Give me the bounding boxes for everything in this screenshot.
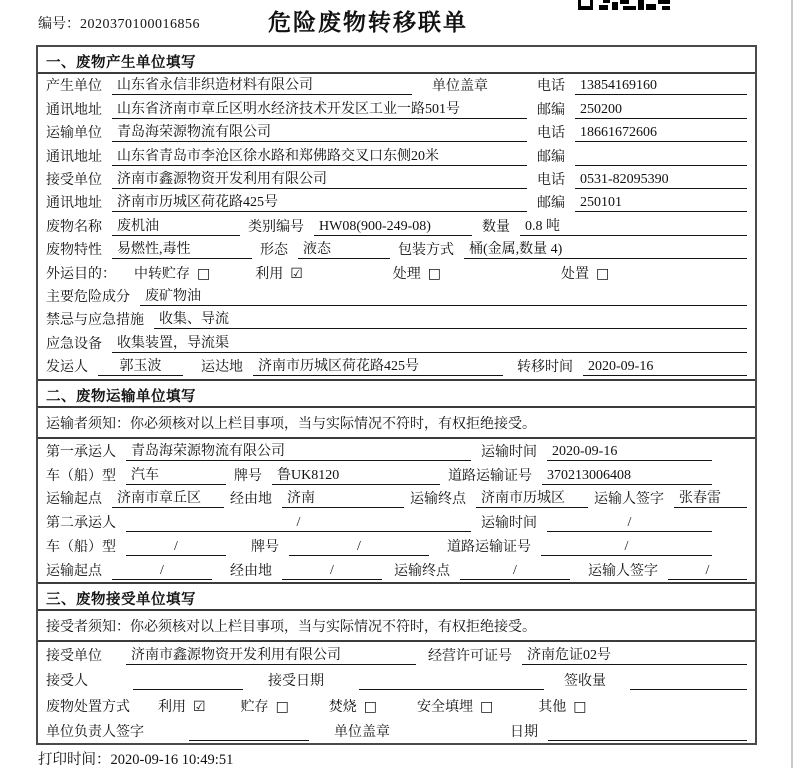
hazard-component-label: 主要危险成分 bbox=[46, 289, 130, 305]
second-carrier-label: 第二承运人 bbox=[46, 516, 116, 532]
section-transporter bbox=[38, 381, 755, 584]
transporter-address-row bbox=[38, 144, 755, 167]
waste-name-label: 废物名称 bbox=[46, 219, 102, 235]
route2-row bbox=[38, 558, 755, 582]
road-license1-value: 370213006408 bbox=[542, 468, 712, 485]
dispose-checkbox-icon: □ bbox=[596, 266, 610, 283]
receiver-unit-row bbox=[38, 168, 755, 191]
transporter-phone-label: 电话 bbox=[537, 126, 565, 142]
acceptor-row bbox=[38, 667, 755, 692]
transporter-phone-value: 18661672606 bbox=[575, 125, 747, 142]
accept-date-label: 接受日期 bbox=[268, 674, 324, 690]
disposal-landfill-checkbox-icon: □ bbox=[480, 699, 494, 716]
sign2-label: 运输人签字 bbox=[588, 563, 658, 579]
first-carrier-label: 第一承运人 bbox=[46, 444, 116, 460]
emergency-equipment-label: 应急设备 bbox=[46, 336, 102, 352]
road-license1-label: 道路运输证号 bbox=[448, 468, 532, 484]
purpose-option-transfer-storage: 中转贮存 □ bbox=[134, 266, 211, 283]
form-title: 危险废物转移联单 bbox=[268, 10, 468, 35]
serial-label: 编号： bbox=[38, 17, 80, 32]
qr-code-icon bbox=[578, 0, 672, 10]
road-license2-label: 道路运输证号 bbox=[447, 539, 531, 555]
treat-checkbox-icon: □ bbox=[427, 266, 442, 283]
route1-row bbox=[38, 487, 755, 511]
section3-header: 三、废物接受单位填写 bbox=[38, 584, 755, 611]
operating-license-value: 济南危证02号 bbox=[522, 644, 747, 665]
producer-unit-label: 产生单位 bbox=[46, 79, 102, 95]
taboo-measures-row bbox=[38, 308, 755, 331]
section-producer bbox=[38, 47, 755, 381]
disposal-option-landfill: 安全填埋 □ bbox=[417, 699, 494, 716]
operating-license-label: 经营许可证号 bbox=[428, 649, 512, 665]
producer-zip-value: 250200 bbox=[575, 102, 747, 119]
purpose-option-dispose: 处置 □ bbox=[561, 266, 610, 283]
form-body bbox=[36, 45, 757, 745]
destination-label: 运达地 bbox=[201, 360, 243, 376]
disposal-incinerate-checkbox-icon: □ bbox=[363, 699, 378, 716]
transporter-address-value: 山东省青岛市李沧区徐水路和郑佛路交叉口东侧20米 bbox=[112, 145, 527, 166]
receiver-unit-label: 接受单位 bbox=[46, 172, 102, 188]
disposal-option-incinerate: 焚烧 □ bbox=[328, 699, 378, 716]
receiver-notice-text: 你必须核对以上栏目事项，当与实际情况不符时，有权拒绝接受。 bbox=[130, 619, 536, 635]
transporter-unit-value: 青岛海荣源物流有限公司 bbox=[112, 121, 527, 142]
waste-name-row bbox=[38, 214, 755, 237]
transporter-notice-label: 运输者须知： bbox=[46, 416, 130, 432]
producer-address-label: 通讯地址 bbox=[46, 102, 102, 118]
purpose-label: 外运目的： bbox=[46, 266, 116, 282]
end2-value: / bbox=[460, 563, 570, 580]
transporter-notice-row bbox=[38, 408, 755, 439]
transport-time2-value: / bbox=[547, 515, 712, 532]
waste-property-row bbox=[38, 238, 755, 261]
end2-label: 运输终点 bbox=[394, 563, 450, 579]
sign1-value: 张春雷 bbox=[674, 487, 747, 508]
disposal-option-utilize: 利用 ☑ bbox=[158, 699, 206, 716]
vehicle2-row bbox=[38, 534, 755, 558]
plate2-label: 牌号 bbox=[251, 539, 279, 555]
hazard-component-row bbox=[38, 285, 755, 308]
end1-label: 运输终点 bbox=[410, 492, 466, 508]
receiver-address-value: 济南市历城区荷花路425号 bbox=[112, 191, 527, 212]
shipper-label: 发运人 bbox=[46, 360, 88, 376]
transporter-zip-value bbox=[575, 149, 747, 166]
waste-name-value: 废机油 bbox=[112, 215, 240, 236]
road-license2-value: / bbox=[541, 539, 712, 556]
transporter-address-label: 通讯地址 bbox=[46, 149, 102, 165]
receiver-notice-row bbox=[38, 611, 755, 642]
receiver-address-row bbox=[38, 191, 755, 214]
origin2-value: / bbox=[112, 563, 212, 580]
plate1-label: 牌号 bbox=[234, 468, 262, 484]
plate1-value: 鲁UK8120 bbox=[272, 464, 440, 485]
unit-seal-label: 单位盖章 bbox=[432, 79, 488, 95]
taboo-measures-label: 禁忌与应急措施 bbox=[46, 313, 144, 329]
transfer-time-value: 2020-09-16 bbox=[583, 359, 747, 376]
serial-number: 2020370100016856 bbox=[80, 17, 200, 32]
emergency-equipment-value: 收集装置，导流渠 bbox=[112, 332, 747, 353]
receiver-phone-label: 电话 bbox=[537, 172, 565, 188]
transfer-time-label: 转移时间 bbox=[517, 360, 573, 376]
date-value bbox=[548, 724, 747, 741]
second-carrier-value: / bbox=[126, 515, 471, 532]
transport-time2-label: 运输时间 bbox=[481, 516, 537, 532]
receiver-zip-label: 邮编 bbox=[537, 196, 565, 212]
acceptor-label: 接受人 bbox=[46, 674, 88, 690]
plate2-value: / bbox=[289, 539, 429, 556]
transporter-zip-label: 邮编 bbox=[537, 149, 565, 165]
producer-phone-value: 13854169160 bbox=[575, 78, 747, 95]
origin1-label: 运输起点 bbox=[46, 492, 102, 508]
section2-header: 二、废物运输单位填写 bbox=[38, 381, 755, 408]
origin1-value: 济南市章丘区 bbox=[112, 487, 224, 508]
producer-address-row bbox=[38, 97, 755, 120]
transporter-notice-text: 你必须核对以上栏目事项，当与实际情况不符时，有权拒绝接受。 bbox=[130, 416, 536, 432]
packing-value: 桶(金属,数量 4) bbox=[464, 238, 747, 259]
sign2-value: / bbox=[668, 563, 747, 580]
disposal-method-label: 废物处置方式 bbox=[46, 699, 130, 715]
first-carrier-value: 青岛海荣源物流有限公司 bbox=[126, 440, 471, 461]
utilize-checkbox-icon: ☑ bbox=[290, 266, 303, 283]
disposal-other-checkbox-icon: □ bbox=[573, 699, 587, 716]
purpose-row bbox=[38, 261, 755, 284]
sign1-label: 运输人签字 bbox=[594, 492, 664, 508]
disposal-option-storage: 贮存 □ bbox=[240, 699, 289, 716]
category-code-label: 类别编号 bbox=[248, 219, 304, 235]
responsible-signature-value bbox=[189, 724, 309, 741]
via1-label: 经由地 bbox=[230, 492, 272, 508]
page-edge-line bbox=[791, 0, 793, 768]
waste-property-label: 废物特性 bbox=[46, 243, 102, 259]
transporter-unit-label: 运输单位 bbox=[46, 126, 102, 142]
producer-unit-value: 山东省永信非织造材料有限公司 bbox=[112, 74, 412, 95]
transport-time1-label: 运输时间 bbox=[481, 444, 537, 460]
first-carrier-row bbox=[38, 439, 755, 463]
disposal-utilize-checkbox-icon: ☑ bbox=[193, 699, 206, 716]
via2-value: / bbox=[282, 563, 382, 580]
taboo-measures-value: 收集、导流 bbox=[154, 308, 747, 329]
responsible-signature-row bbox=[38, 718, 755, 743]
receiver-address-label: 通讯地址 bbox=[46, 196, 102, 212]
vehicle-type2-value: / bbox=[126, 539, 226, 556]
disposal-method-row bbox=[38, 692, 755, 717]
vehicle-type1-label: 车（船）型 bbox=[46, 468, 116, 484]
origin2-label: 运输起点 bbox=[46, 563, 102, 579]
accept-date-value bbox=[359, 673, 544, 690]
end1-value: 济南市历城区 bbox=[476, 487, 588, 508]
transporter-unit-row bbox=[38, 121, 755, 144]
accept-unit-label: 接受单位 bbox=[46, 649, 102, 665]
unit-seal2-label: 单位盖章 bbox=[334, 724, 390, 740]
accept-unit-row bbox=[38, 642, 755, 667]
producer-phone-label: 电话 bbox=[537, 79, 565, 95]
print-time-row bbox=[38, 748, 233, 768]
producer-zip-label: 邮编 bbox=[537, 102, 565, 118]
print-time-value: 2020-09-16 10:49:51 bbox=[110, 752, 234, 768]
accept-unit-value: 济南市鑫源物资开发利用有限公司 bbox=[126, 644, 416, 665]
disposal-option-other: 其他 □ bbox=[538, 699, 587, 716]
form-state-value: 液态 bbox=[298, 238, 390, 259]
signed-amount-label: 签收量 bbox=[564, 674, 606, 690]
receiver-notice-label: 接受者须知： bbox=[46, 619, 130, 635]
date-label: 日期 bbox=[510, 724, 538, 740]
hazard-component-value: 废矿物油 bbox=[140, 285, 747, 306]
section1-header: 一、废物产生单位填写 bbox=[38, 47, 755, 74]
shipper-row bbox=[38, 355, 755, 378]
vehicle-type2-label: 车（船）型 bbox=[46, 539, 116, 555]
section-receiver bbox=[38, 584, 755, 743]
receiver-phone-value: 0531-82095390 bbox=[575, 172, 747, 189]
receiver-zip-value: 250101 bbox=[575, 195, 747, 212]
vehicle1-row bbox=[38, 463, 755, 487]
destination-value: 济南市历城区荷花路425号 bbox=[253, 355, 503, 376]
transport-time1-value: 2020-09-16 bbox=[547, 444, 712, 461]
purpose-option-treat: 处理 □ bbox=[392, 266, 442, 283]
acceptor-value bbox=[133, 673, 243, 690]
print-time-label: 打印时间： bbox=[38, 752, 111, 768]
producer-address-value: 山东省济南市章丘区明水经济技术开发区工业一路501号 bbox=[112, 98, 527, 119]
purpose-option-utilize: 利用 ☑ bbox=[255, 266, 303, 283]
disposal-storage-checkbox-icon: □ bbox=[275, 699, 289, 716]
shipper-value: 郭玉波 bbox=[98, 355, 183, 376]
producer-unit-row bbox=[38, 74, 755, 97]
emergency-equipment-row bbox=[38, 331, 755, 354]
responsible-signature-label: 单位负责人签字 bbox=[46, 724, 144, 740]
vehicle-type1-value: 汽车 bbox=[126, 464, 226, 485]
transfer-storage-checkbox-icon: □ bbox=[197, 266, 211, 283]
via1-value: 济南 bbox=[282, 487, 404, 508]
category-code-value: HW08(900-249-08) bbox=[314, 219, 472, 236]
receiver-unit-value: 济南市鑫源物资开发利用有限公司 bbox=[112, 168, 527, 189]
waste-property-value: 易燃性,毒性 bbox=[112, 238, 252, 259]
quantity-value: 0.8 吨 bbox=[520, 215, 747, 236]
form-state-label: 形态 bbox=[260, 243, 288, 259]
via2-label: 经由地 bbox=[230, 563, 272, 579]
packing-label: 包装方式 bbox=[398, 243, 454, 259]
second-carrier-row bbox=[38, 510, 755, 534]
signed-amount-value bbox=[630, 673, 747, 690]
quantity-label: 数量 bbox=[482, 219, 510, 235]
